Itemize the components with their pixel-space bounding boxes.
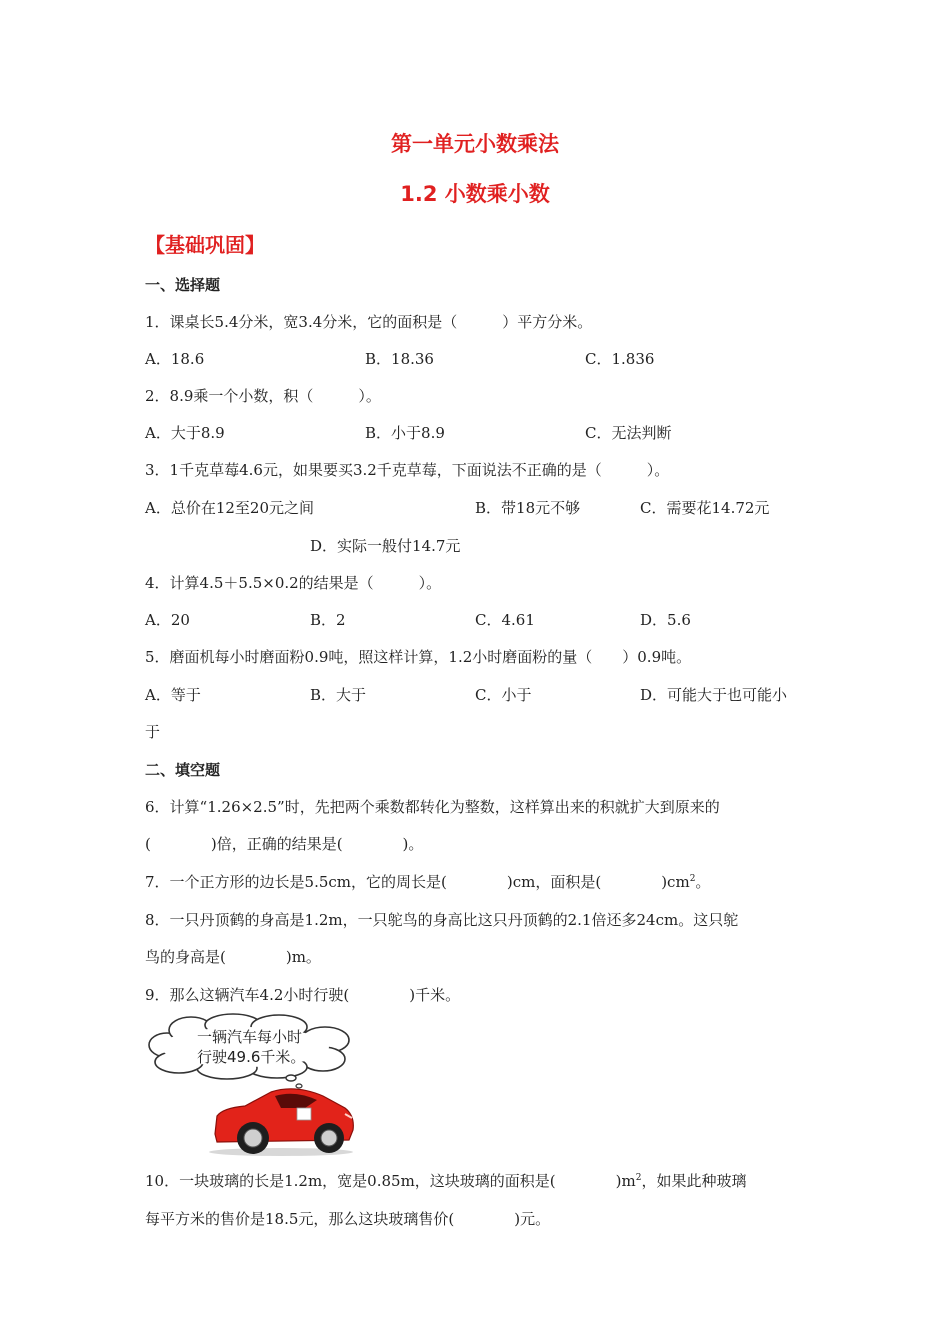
question-2: 2．8.9乘一个小数，积（ ）。	[145, 387, 381, 405]
question-8-line-1: 8．一只丹顶鹤的身高是1.2m，一只鸵鸟的身高比这只丹顶鹤的2.1倍还多24cm。这只鸵	[145, 911, 739, 929]
bubble-line-1: 一辆汽车每小时	[197, 1028, 303, 1046]
q3-option-a: A．总价在12至20元之间	[145, 499, 315, 517]
car-figure	[145, 1012, 355, 1157]
q2-option-c: C．无法判断	[585, 424, 672, 442]
unit-title: 第一单元小数乘法	[391, 132, 559, 156]
q3-option-d: D．实际一般付14.7元	[310, 537, 461, 555]
lesson-title: 1.2 小数乘小数	[400, 182, 550, 206]
q3-option-c: C．需要花14.72元	[640, 499, 770, 517]
question-7	[145, 871, 710, 892]
q2-option-b: B．小于8.9	[365, 424, 445, 442]
bubble-line-2: 行驶49.6千米。	[197, 1048, 306, 1066]
red-car-icon	[209, 1089, 353, 1156]
question-10-line-2: 每平方米的售价是18.5元，那么这块玻璃售价( )元。	[145, 1210, 551, 1228]
part2-heading: 二、填空题	[145, 761, 221, 779]
q5-option-c: C．小于	[475, 686, 532, 704]
square-exponent: 2	[635, 1173, 642, 1183]
question-7-text: 7．一个正方形的边长是5.5cm，它的周长是( )cm，面积是( )cm	[145, 873, 690, 891]
question-7-end: 。	[695, 873, 711, 891]
question-1: 1．课桌长5.4分米，宽3.4分米，它的面积是（ ）平方分米。	[145, 313, 593, 331]
q4-option-c: C．4.61	[475, 611, 535, 629]
q4-option-d: D．5.6	[640, 611, 691, 629]
square-exponent: 2	[689, 874, 696, 884]
q1-option-b: B．18.36	[365, 350, 434, 368]
q4-option-b: B．2	[310, 611, 346, 629]
question-10-line-1	[145, 1170, 746, 1191]
q4-option-a: A．20	[145, 611, 190, 629]
q2-option-a: A．大于8.9	[145, 424, 225, 442]
q5-option-a: A．等于	[145, 686, 201, 704]
q5-option-b: B．大于	[310, 686, 367, 704]
part1-heading: 一、选择题	[145, 276, 221, 294]
question-4: 4．计算4.5＋5.5×0.2的结果是（ ）。	[145, 574, 442, 592]
q3-option-b: B．带18元不够	[475, 499, 581, 517]
question-10-text-end: ，如果此种玻璃	[641, 1172, 747, 1190]
q1-option-a: A．18.6	[145, 350, 205, 368]
question-3: 3．1千克草莓4.6元，如果要买3.2千克草莓，下面说法不正确的是（ ）。	[145, 461, 670, 479]
section-heading: 【基础巩固】	[145, 233, 265, 257]
question-9: 9．那么这辆汽车4.2小时行驶( )千米。	[145, 986, 461, 1004]
question-5: 5．磨面机每小时磨面粉0.9吨，照这样计算，1.2小时磨面粉的量（ ）0.9吨。	[145, 648, 692, 666]
question-8-line-2: 鸟的身高是( )m。	[145, 948, 321, 966]
question-6-line-2: ( )倍，正确的结果是( )。	[145, 835, 424, 853]
q5-option-d: D．可能大于也可能小	[640, 686, 788, 704]
q5-option-d-continued: 于	[145, 723, 161, 741]
question-10-text: 10．一块玻璃的长是1.2m，宽是0.85m，这块玻璃的面积是( )m	[145, 1172, 636, 1190]
q1-option-c: C．1.836	[585, 350, 655, 368]
thought-bubble-car-icon	[145, 1012, 355, 1157]
question-6-line-1: 6．计算“1.26×2.5”时，先把两个乘数都转化为整数，这样算出来的积就扩大到原来的	[145, 798, 720, 816]
